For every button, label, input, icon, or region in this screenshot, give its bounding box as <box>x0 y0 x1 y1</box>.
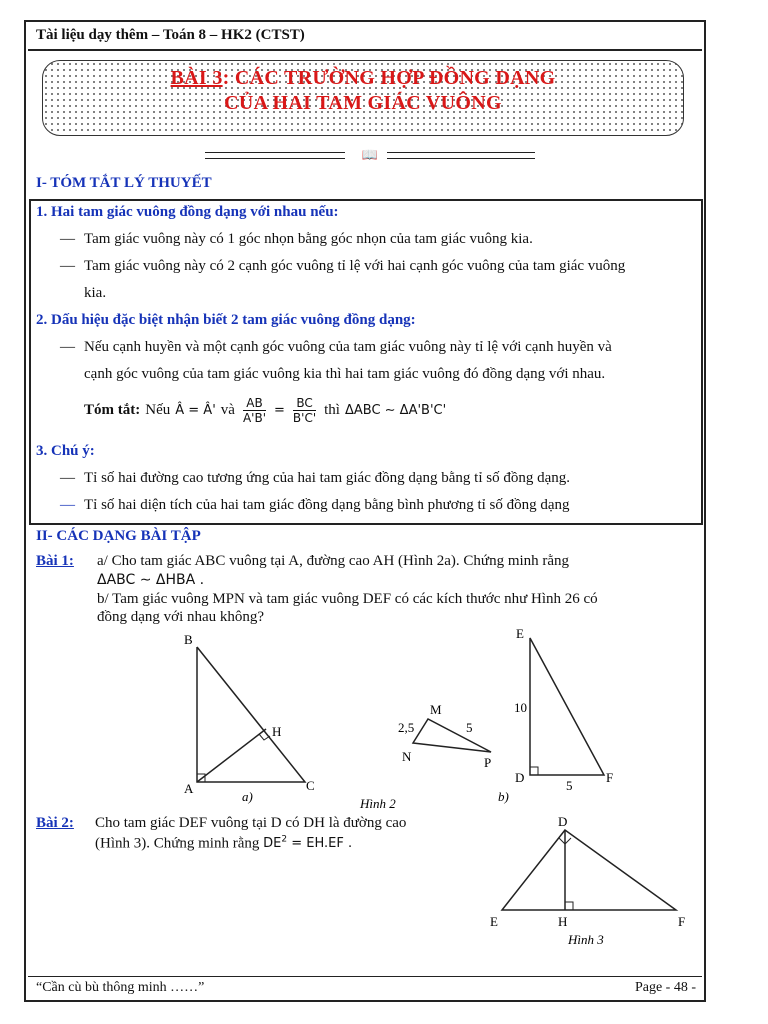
triangle-def-altitude <box>490 814 685 947</box>
title-line-1 <box>43 67 683 90</box>
section-1-heading: I- TÓM TẮT LÝ THUYẾT <box>36 175 212 191</box>
caption-a: a) <box>242 789 253 804</box>
label-d: D <box>515 770 525 785</box>
formula-exponent: 2 <box>281 835 288 845</box>
summary-line <box>84 396 446 425</box>
theory-item: cạnh góc vuông của tam giác vuông kia thì hai tam giác vuông đó đồng dạng với nhau. <box>84 366 606 382</box>
right-angle-h <box>565 902 573 910</box>
footer-rule <box>28 976 702 977</box>
dash-4: — <box>60 470 75 486</box>
exercise-1-b-line2: đồng dạng với nhau không? <box>97 609 265 625</box>
theory-item: Tam giác vuông này có 1 góc nhọn bằng góc nhọn của tam giác vuông kia. <box>84 231 533 247</box>
divider-left-bar <box>205 152 345 159</box>
formula-base: DE <box>263 836 282 852</box>
subheading-1: 1. Hai tam giác vuông đồng dạng với nhau nếu: <box>36 204 339 220</box>
lesson-title-box <box>42 60 684 136</box>
exercise-1-a-line1: a/ Cho tam giác ABC vuông tại A, đường cao AH (Hình 2a). Chứng minh rằng <box>97 553 570 569</box>
exercise-1-b-line1: b/ Tam giác vuông MPN và tam giác vuông DEF có các kích thước như Hình 26 có <box>97 591 598 607</box>
fraction-bc <box>293 396 316 425</box>
similarity-result: ΔABC ∼ ΔA'B'C' <box>344 403 447 418</box>
exercise-1-label: Bài 1: <box>36 553 74 569</box>
divider-right-bar <box>387 152 535 159</box>
dash-2: — <box>60 258 75 274</box>
label-m: M <box>430 702 442 717</box>
title-line-2: CỦA HAI TAM GIÁC VUÔNG <box>224 92 502 114</box>
summary-then: thì <box>324 402 340 418</box>
theory-item: kia. <box>84 285 107 301</box>
caption-fig3: Hình 3 <box>568 932 604 947</box>
title-lesson-number: BÀI 3 <box>170 67 223 89</box>
title-line-1-rest: : CÁC TRƯỜNG HỢP ĐỒNG DẠNG <box>222 67 556 89</box>
label-a: A <box>184 781 194 796</box>
length-df: 5 <box>566 778 573 793</box>
caption-fig2: Hình 2 <box>360 796 396 811</box>
label-e: E <box>516 626 524 641</box>
page-number: Page - 48 - <box>634 980 696 995</box>
dash-1: — <box>60 231 75 247</box>
label-d: D <box>558 814 568 829</box>
exercise-2-line1: Cho tam giác DEF vuông tại D có DH là đường cao <box>95 815 407 831</box>
label-h: H <box>272 724 282 739</box>
dash-3: — <box>60 339 75 355</box>
theory-item: Nếu cạnh huyền và một cạnh góc vuông của tam giác vuông này tỉ lệ với cạnh huyền và <box>84 339 612 355</box>
header-rule <box>28 49 702 51</box>
summary-and: và <box>220 402 235 418</box>
triangle-abc <box>184 632 315 804</box>
label-h: H <box>558 914 568 929</box>
dash-5: — <box>60 497 75 513</box>
frac-numerator: BC <box>293 396 316 411</box>
summary-label: Tóm tắt: <box>84 402 141 418</box>
exercise-2-line2-text: (Hình 3). Chứng minh rằng <box>95 835 260 852</box>
label-f: F <box>606 770 614 785</box>
angle-equality: Â = Â' <box>175 403 216 418</box>
theory-item: Tỉ số hai đường cao tương ứng của hai tam giác đồng dạng bằng tỉ số đồng dạng. <box>84 470 570 486</box>
triangle-def <box>498 626 613 804</box>
frac-numerator: AB <box>243 396 266 411</box>
formula-rest: = EH.EF . <box>287 836 353 852</box>
exercise-1-a-line2: ΔABC ∼ ΔHBA . <box>97 572 205 588</box>
fraction-ab <box>243 396 266 425</box>
label-c: C <box>306 778 315 793</box>
subheading-3: 3. Chú ý: <box>36 443 95 459</box>
figure-3 <box>0 800 768 960</box>
subheading-2: 2. Dấu hiệu đặc biệt nhận biết 2 tam giác vuông đồng dạng: <box>36 312 416 328</box>
frac-denominator: A'B' <box>242 411 266 425</box>
figure-2 <box>0 620 768 820</box>
footer-quote: “Cần cù bù thông minh ……” <box>36 980 205 995</box>
label-n: N <box>402 749 412 764</box>
altitude-ah <box>197 729 266 782</box>
triangle-mnp <box>359 702 491 811</box>
ornament-divider <box>205 147 535 162</box>
label-f: F <box>678 914 686 929</box>
right-angle-d <box>530 767 538 775</box>
theory-item: Tam giác vuông này có 2 cạnh góc vuông tỉ lệ với hai cạnh góc vuông của tam giác vuông <box>84 258 626 274</box>
caption-b: b) <box>498 789 509 804</box>
summary-if: Nếu <box>145 402 171 418</box>
exercise-2-label: Bài 2: <box>36 815 74 831</box>
book-icon: 📖 <box>361 147 379 162</box>
equals-sign: = <box>274 403 285 418</box>
length-mp: 5 <box>466 720 473 735</box>
frac-denominator: B'C' <box>292 411 317 425</box>
label-e: E <box>490 914 498 929</box>
document-header: Tài liệu dạy thêm – Toán 8 – HK2 (CTST) <box>36 27 305 43</box>
theory-item: Tỉ số hai diện tích của hai tam giác đồng dạng bằng bình phương tỉ số đồng dạng <box>84 497 570 513</box>
label-p: P <box>484 755 492 770</box>
right-angle-h <box>259 734 270 740</box>
label-b: B <box>184 632 193 647</box>
length-de: 10 <box>514 700 527 715</box>
length-mn: 2,5 <box>398 720 415 735</box>
section-2-heading: II- CÁC DẠNG BÀI TẬP <box>36 528 201 544</box>
